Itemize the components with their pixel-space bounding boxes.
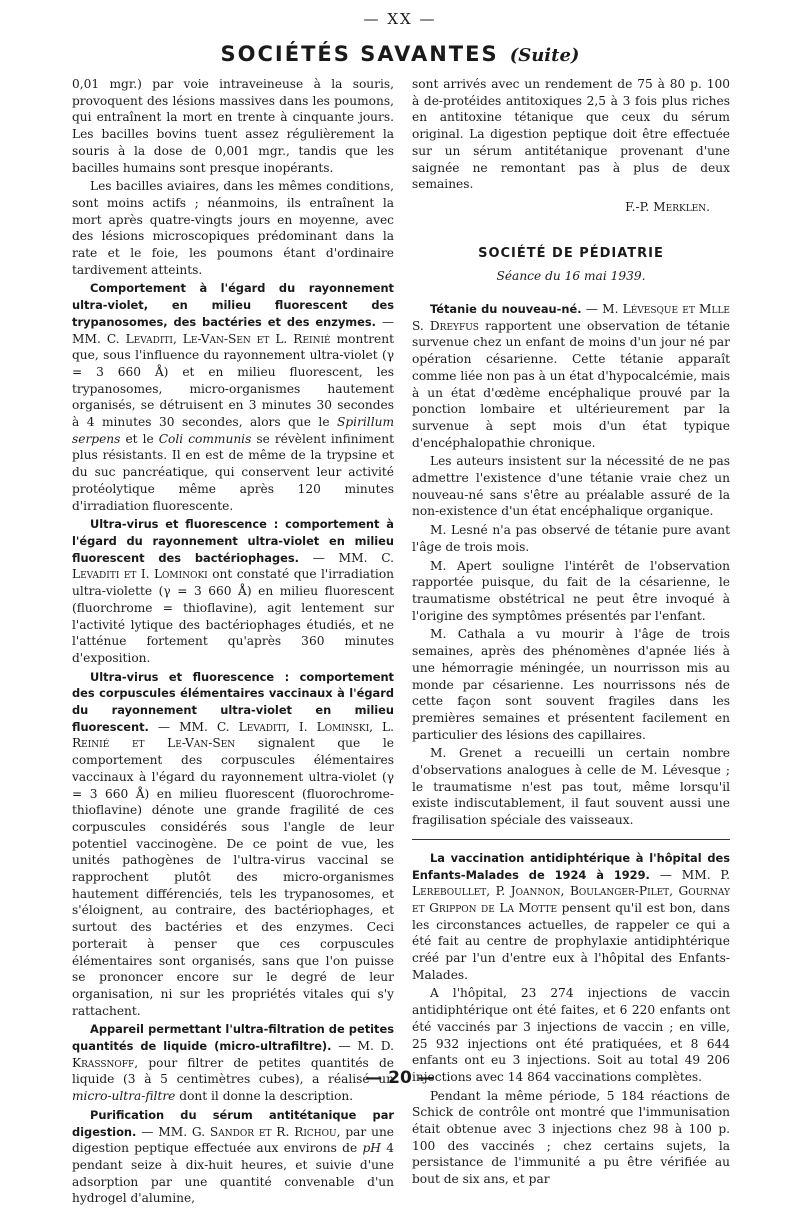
- paragraph: A l'hôpital, 23 274 injections de vaccin antidiphtérique ont été faites, et 6 220 enfants ont été vaccinés par 3 injections de vaccin ; en ville, 25 932 injections ont été pratiquées, et 8 644 enfants ont eu 3 injections. Soit au total 49 206 injections avec 14 864 vaccinations complètes.: [412, 986, 730, 1084]
- communication-text: par une digestion peptique effectuée aux environs de: [72, 1124, 395, 1156]
- paragraph: sont arrivés avec un rendement de 75 à 80 p. 100 à de-protéides antitoxiques 2,5 à 3 fois plus riches en antitoxine tétanique que ceux du sérum original. La digestion peptique doit être effectuée sur un sérum antitétanique provenant d'une saignée ne remontant pas à plus de deux semaines.: [412, 77, 730, 192]
- communication-heading: Ultra-virus et fluorescence : comportement à l'égard du rayonnement ultra-violet en milieu fluorescent des bactériophages.: [72, 517, 394, 565]
- communication-heading: La vaccination antidiphtérique à l'hôpital des Enfants-Malades de 1924 à 1929.: [412, 850, 730, 882]
- left-column: [72, 76, 394, 1209]
- communication-authors: — MM. C. Levaditi et I. Lominoki: [72, 550, 394, 582]
- communication-text: ont constaté que l'irradiation ultra-violette (γ = 3 660 Å) en milieu fluorescent (fluorchrome = thioflavine), agit lentement sur l'activité lytique des bactériophages étudiés, et ne l'atténue fortement qu'après 360 minutes d'exposition.: [72, 567, 395, 665]
- communication-bacteriophages: [72, 516, 394, 666]
- communication-heading: Ultra-virus et fluorescence : comportement des corpuscules élémentaires vaccinaux à l'égard du rayonnement ultra-violet en milieu fluorescent.: [72, 669, 394, 734]
- communication-heading: Purification du sérum antitétanique par digestion.: [72, 1107, 394, 1139]
- paragraph: Les auteurs insistent sur la nécessité de ne pas admettre l'existence d'une tétanie vraie chez un nouveau-né sans s'être au préalable assuré de la non-existence d'un état encéphalique organique.: [412, 454, 730, 519]
- paragraph: M. Grenet a recueilli un certain nombre d'observations analogues à celle de M. Lévesque ; le traumatisme n'est pas tout, même lorsqu'il existe indiscutablement, il faut souvent aussi une fragilisation spéciale des vaisseaux.: [412, 746, 730, 828]
- communication-micro-ultrafiltre: [72, 1021, 394, 1105]
- paragraph: M. Apert souligne l'intérêt de l'observation rapportée puisque, du fait de la césarienne, le traumatisme obstétrical ne peut être invoqué à l'origine des symptômes présentés par l'enfant.: [412, 558, 730, 623]
- device-name: micro-ultra-filtre: [72, 1089, 176, 1104]
- communication-text: rapportent une observation de tétanie survenue chez un enfant de moins d'un jour né par opération césarienne. Cette tétanie apparaît comme liée non pas à un état d'hypocalcémie, mais à un état d'œdème encéphalique prouvé par la ponction lombaire et ultérieurement par la survenue à sept mois d'un état typique d'encéphalopathie chronique.: [412, 318, 731, 450]
- communication-text: pour filtrer de petites quantités de liquide (3 à 5 centimètres cubes), a réalisé un: [72, 1055, 394, 1087]
- communication-text: signalent que le comportement des corpuscules élémentaires vaccinaux à l'égard du rayonnement ultra-violet (γ = 3 660 Å) en milieu fluorescent (fluorochrome-thioflavine) dénote une grande fragilité de ces corpuscules considérés sous l'angle de leur potentiel vaccinogène. De ce point de vue, les unités pathogènes de l'ultra-virus vaccinal se rapprochent plutôt des micro-organismes hautement différenciés, tels les trypanosomes, et s'éloignent, au contraire, des bactériophages, et surtout des bactéries et des enzymes. Ceci porterait à penser que ces corpuscules élémentaires sont organisés, sans que l'on puisse se prononcer encore sur le degré de leur organisation, ni sur les propriétés vitales qui s'y rattachent.: [72, 736, 395, 1018]
- paragraph: M. Cathala a vu mourir à l'âge de trois semaines, après des phénomènes d'apnée liés à une hémorragie méningée, un nourrisson mis au monde par césarienne. Les nourrissons nés de cette façon sont souvent fragiles dans les premières semaines et présentent facilement en particulier des lésions des capillaires.: [412, 627, 730, 742]
- section-divider: [412, 839, 730, 840]
- communication-corpuscules: [72, 669, 394, 1020]
- communication-heading: Appareil permettant l'ultra-filtration de petites quantités de liquide (micro-ultrafiltre).: [72, 1022, 394, 1054]
- species-name: Coli communis: [158, 431, 252, 446]
- communication-authors: — MM. C. Levaditi, Le-Van-Sen et L. Reinié: [72, 314, 395, 346]
- ph-symbol: pH: [362, 1141, 381, 1156]
- communication-heading: Tétanie du nouveau-né.: [430, 302, 582, 317]
- section-title: SOCIÉTÉ DE PÉDIATRIE: [478, 245, 664, 261]
- roman-page-number: — XX —: [363, 10, 437, 28]
- running-header: [0, 42, 800, 66]
- communication-authors: — MM. P. Lereboullet, P. Joannon, Boulanger-Pilet, Gournay et Grippon de La Motte: [412, 867, 731, 915]
- communication-text: dont il donne la description.: [179, 1089, 354, 1104]
- signature: F.-P. Merklen.: [625, 199, 710, 214]
- page-number: — 20 —: [365, 1068, 435, 1088]
- communication-authors: — M. Lévesque et Mlle S. Dreyfus: [412, 302, 731, 333]
- species-name: Spirillum serpens: [72, 415, 395, 446]
- communication-vaccination: [412, 850, 730, 984]
- paragraph: Pendant la même période, 5 184 réactions de Schick de contrôle ont montré que l'immunisation était obtenue avec 3 injections chez 98 à 100 p. 100 des vaccinés ; chez certains sujets, la persistance de l'immunité a pu être vérifiée au bout de six ans, et par: [412, 1088, 730, 1187]
- running-header-title: SOCIÉTÉS SAVANTES: [220, 42, 499, 66]
- communication-text: montrent que, sous l'influence du rayonnement ultra-violet (γ = 3 660 Å) et en milieu fluorescent, les trypanosomes, micro-organismes hautement organisés, se détruisent en 3 minutes 30 secondes à 4 minutes 30 secondes, alors que le: [72, 331, 394, 430]
- communication-serum-purification: [72, 1107, 394, 1207]
- communication-text: 4 pendant seize à dix-huit heures, et suivie d'une adsorption par une quantité convenable d'un hydrogel d'alumine,: [72, 1141, 394, 1206]
- communication-authors: — MM. G. Sandor et R. Richou,: [141, 1124, 341, 1139]
- communication-text: et le: [125, 431, 154, 446]
- communication-heading: Comportement à l'égard du rayonnement ultra-violet, en milieu fluorescent des trypanosomes, des bactéries et des enzymes.: [72, 281, 394, 329]
- paragraph: Les bacilles aviaires, dans les mêmes conditions, sont moins actifs ; néanmoins, ils entraînent la mort après quatre-vingts jours en moyenne, avec des lésions microscopiques prédominant dans la rate et le foie, les poumons étant d'ordinaire tardivement atteints.: [72, 179, 394, 277]
- communication-text: se révèlent infiniment plus résistants. Il en est de même de la trypsine et du suc pancréatique, qui conservent leur activité protéolytique même après 120 minutes d'irradiation fluorescente.: [72, 431, 395, 513]
- right-column: [412, 76, 730, 1190]
- communication-authors: — MM. C. Levaditi, I. Lominski, L. Reinié et Le-Van-Sen: [72, 719, 395, 751]
- paragraph: 0,01 mgr.) par voie intraveineuse à la souris, provoquent des lésions massives dans les poumons, qui entraînent la mort en trente à cinquante jours. Les bacilles bovins tuent assez régulièrement la souris à la dose de 0,001 mgr., tandis que les bacilles humains sont presque inopérants.: [72, 77, 394, 175]
- paragraph: M. Lesné n'a pas observé de tétanie pure avant l'âge de trois mois.: [412, 523, 730, 554]
- communication-authors: — M. D. Krassnoff,: [72, 1039, 395, 1070]
- seance-date: Séance du 16 mai 1939.: [496, 269, 646, 284]
- communication-ultraviolet-trypanosomes: [72, 280, 394, 514]
- communication-tetanie: [412, 301, 730, 451]
- running-header-suite: (Suite): [509, 45, 580, 66]
- communication-text: pensent qu'il est bon, dans les circonstances actuelles, de rappeler ce qui a été fait au centre de prophylaxie antidiphtérique créé par l'un d'entre eux à l'hôpital des Enfants-Malades.: [412, 900, 730, 982]
